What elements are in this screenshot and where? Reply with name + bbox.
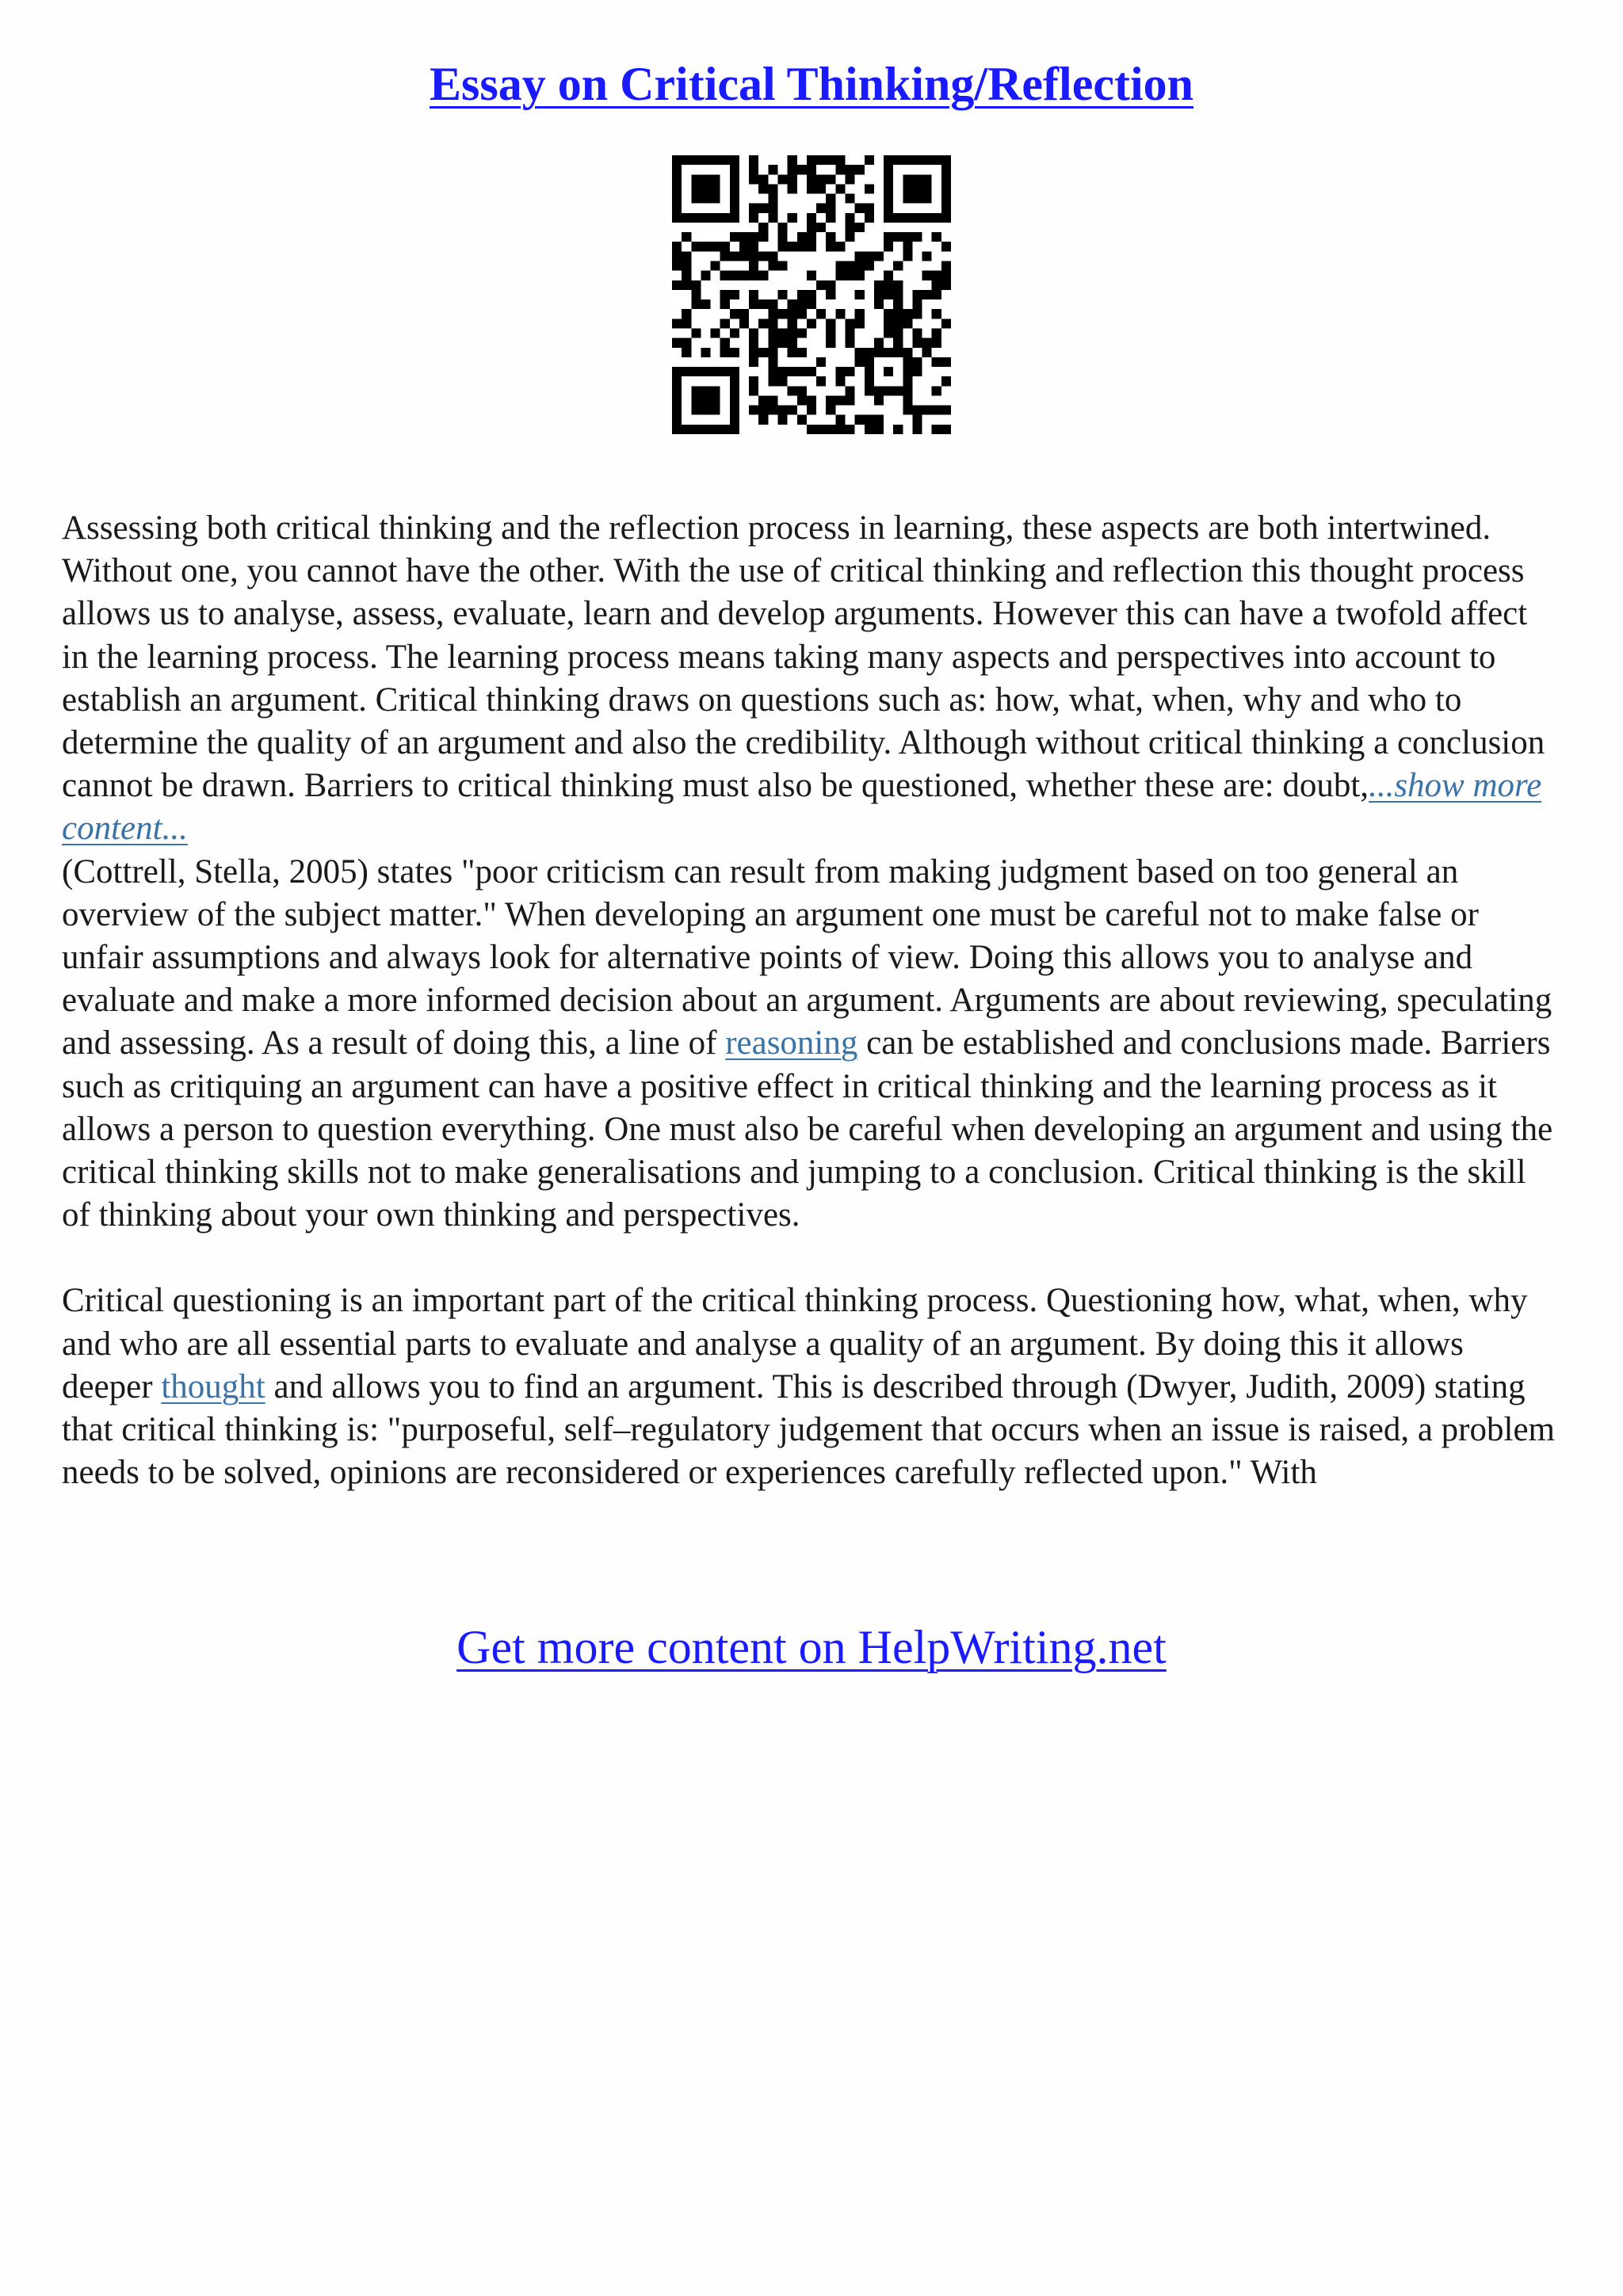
- paragraph-2-end: and allows you to find an argument. This is described through (Dwyer, Judith, 2009) stating that critical thinking is: "purposeful, self–regulatory judgement that occurs when an issue is raised, a problem needs to be solved, opinions are reconsidered or experiences carefully reflected upon." With: [62, 1367, 1555, 1492]
- paragraph-1: [62, 507, 1561, 1237]
- essay-body: [62, 507, 1561, 1494]
- footer: [0, 1620, 1623, 1675]
- title-container: [0, 57, 1623, 112]
- get-more-content-link[interactable]: Get more content on HelpWriting.net: [456, 1621, 1167, 1673]
- paragraph-2-text: Critical questioning is an important part of the critical thinking process. Questioning how, what, when, why and who are all essential parts to evaluate and analyse a quality of an argument. By doing this it allows deeper: [62, 1282, 1528, 1405]
- reasoning-link[interactable]: reasoning: [725, 1024, 858, 1062]
- paragraph-1-text: Assessing both critical thinking and the reflection process in learning, these aspects are both intertwined. Without one, you cannot have the other. With the use of critical thinking and reflection this thought process allows us to analyse, assess, evaluate, learn and develop arguments. However this can have a twofold affect in the learning process. The learning process means taking many aspects and perspectives into account to establish an argument. Critical thinking draws on questions such as: how, what, when, why and who to determine the quality of an argument and also the credibility. Although without critical thinking a conclusion cannot be drawn. Barriers to critical thinking must also be questioned, whether these are: doubt,: [62, 509, 1545, 805]
- paragraph-1-end: can be established and conclusions made. Barriers such as critiquing an argument can have a positive effect in critical thinking and the learning process as it allows a person to question everything. One must also be careful when developing an argument and using the critical thinking skills not to make generalisations and jumping to a conclusion. Critical thinking is the skill of thinking about your own thinking and perspectives.: [62, 1024, 1553, 1234]
- qr-code: [672, 155, 951, 434]
- paragraph-spacer: [62, 1237, 1561, 1280]
- paragraph-2: [62, 1280, 1561, 1494]
- thought-link[interactable]: thought: [161, 1367, 265, 1405]
- document-title-link[interactable]: Essay on Critical Thinking/Reflection: [430, 58, 1193, 110]
- paragraph-1-continued: (Cottrell, Stella, 2005) states "poor criticism can result from making judgment based on too general an overview of the subject matter." When developing an argument one must be careful not to make false or unfair assumptions and always look for alternative points of view. Doing this allows you to analyse and evaluate and make a more informed decision about an argument. Arguments are about reviewing, speculating and assessing. As a result of doing this, a line of: [62, 852, 1552, 1062]
- show-more-link[interactable]: ...show more content...: [62, 767, 1542, 848]
